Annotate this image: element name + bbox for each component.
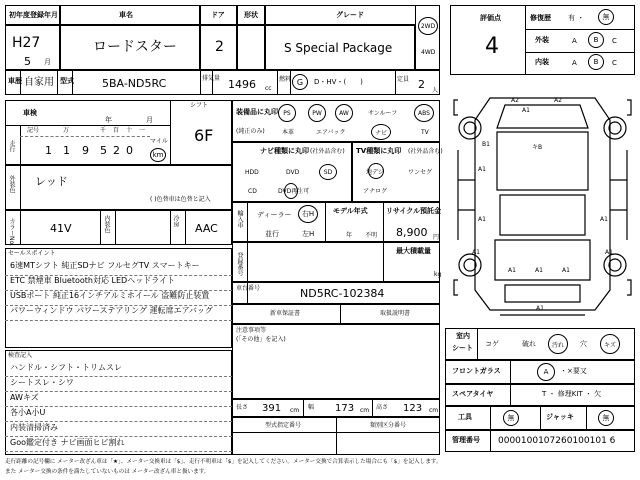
footer-line-2: また メーター交換の条件を満たしていないものは メーター改ざん車と扱います。 bbox=[5, 469, 210, 475]
drive-2wd: 2WD bbox=[420, 22, 436, 30]
fuel-options: D・HV・( ) bbox=[314, 78, 363, 86]
first-registration-label: 初年度登録年月 bbox=[9, 11, 58, 19]
body-type-cell bbox=[237, 25, 265, 70]
width-value: 173 bbox=[335, 403, 355, 414]
inspector-title: 検査記入 bbox=[8, 352, 33, 359]
model-year-label: モデル年式 bbox=[333, 207, 368, 215]
equip-leather: 本革 bbox=[282, 129, 295, 136]
sales-point-line: 6速MTシフト 純正SDナビ フルセグTV スマートキー bbox=[10, 261, 200, 270]
body-type-header bbox=[237, 5, 265, 25]
exterior-color-label: 外装色 bbox=[8, 175, 15, 193]
inspector-line: ハンドル・シフト・トリムスレ bbox=[10, 363, 122, 372]
car-name-header bbox=[60, 5, 200, 25]
diagram-label-5: A1 bbox=[478, 166, 486, 173]
diagram-label-3: B1 bbox=[482, 141, 490, 148]
import-left-h: 左H bbox=[302, 230, 315, 238]
car-name-value: ロードスター bbox=[93, 39, 177, 55]
tv-analog: アナログ bbox=[363, 188, 388, 195]
diagram-label-10: A1 bbox=[562, 267, 570, 274]
seat-kizu: キズ bbox=[604, 341, 616, 349]
registration-month: 5 bbox=[24, 55, 31, 68]
interior-grade-b-circle bbox=[588, 54, 604, 70]
diagram-label-12: A1 bbox=[605, 249, 613, 256]
grade-value: S Special Package bbox=[284, 41, 393, 55]
import-label: 輸入車 bbox=[236, 210, 243, 228]
import-dealer: ディーラー bbox=[257, 211, 292, 219]
first-registration-cell bbox=[5, 25, 60, 70]
ac-label: 冷房 bbox=[172, 215, 179, 227]
ps-circle bbox=[278, 104, 296, 122]
notes-title: 注意事項等 bbox=[236, 327, 267, 334]
door-label: ドア bbox=[211, 11, 225, 19]
equipment-subtitle: (純正のみ) bbox=[236, 128, 265, 135]
mileage-digit: 9 bbox=[82, 144, 89, 157]
label-kigo: 記号 bbox=[27, 127, 40, 134]
max-load-unit: kg bbox=[434, 271, 442, 278]
equip-aw: AW bbox=[339, 109, 349, 117]
interior-grade-c: C bbox=[612, 59, 617, 67]
height-value: 123 bbox=[403, 403, 423, 414]
body-type-label: 形状 bbox=[244, 11, 258, 19]
displacement-label: 排気量 bbox=[202, 75, 221, 82]
navi-dvd: DVD bbox=[286, 169, 300, 176]
km-unit: km bbox=[152, 151, 164, 159]
inspection-month: 月 bbox=[146, 116, 153, 124]
navi-dvd-play-circle bbox=[284, 183, 298, 199]
seat-yabure: 破れ bbox=[522, 340, 536, 348]
max-load-label: 最大積載量 bbox=[396, 247, 431, 255]
diagram-label-13: A1 bbox=[536, 305, 544, 312]
car-diagram-svg bbox=[450, 80, 635, 325]
inspector-line: 内装清掃済み bbox=[10, 423, 58, 432]
jack-circle bbox=[598, 410, 614, 426]
diagram-label-9: A1 bbox=[535, 267, 543, 274]
registration-label: 登録番号 bbox=[236, 252, 243, 276]
tv-digital: 地デジ bbox=[366, 169, 384, 176]
chassis-value: ND5RC-102384 bbox=[300, 287, 385, 300]
diagram-label-8: A1 bbox=[508, 267, 516, 274]
footer-line-1: 走行距離の記号欄に メーター改ざん車は「★」、メーター交換車は「$」、走行不明車は「$」を記入してください。メーター交換で合算表示した場合にも「$」を記入します。 bbox=[5, 459, 442, 465]
pw-circle bbox=[308, 104, 326, 122]
car-name-label: 車名 bbox=[119, 11, 133, 19]
navi-equip-circle bbox=[371, 124, 391, 140]
abs-circle bbox=[414, 104, 434, 122]
recycle-yen: 円 bbox=[433, 234, 440, 241]
front-glass-rest: ・×要又 bbox=[560, 367, 587, 375]
length-value: 391 bbox=[262, 403, 282, 414]
jack-value: 無 bbox=[602, 414, 610, 422]
diagram-label-2: A2 bbox=[554, 97, 562, 104]
repair-selected: 無 bbox=[602, 13, 610, 21]
era-year: H27 bbox=[12, 35, 41, 51]
tv-title-note: (社外品含む) bbox=[408, 148, 443, 155]
label-ichi: 一 bbox=[139, 127, 146, 134]
ac-value: AAC bbox=[195, 222, 218, 235]
label-juu: 十 bbox=[126, 127, 133, 134]
height-label: 高さ bbox=[376, 404, 389, 411]
fuel-selected: G bbox=[296, 77, 304, 87]
sales-point-line: USBポート 純正16インチアルミホイール 盗難防止装置 bbox=[10, 291, 210, 300]
grade-label: グレード bbox=[336, 11, 364, 19]
import-parallel: 並行 bbox=[265, 230, 279, 238]
repair-options: 有 ・ bbox=[568, 14, 585, 22]
interior-grade-label: 内装 bbox=[535, 58, 549, 66]
spare-options: T ・ 修理KIT ・ 欠 bbox=[542, 390, 602, 398]
class-label: 類別区分番号 bbox=[370, 422, 407, 429]
diagram-label-6: A1 bbox=[478, 216, 486, 223]
fuel-label: 燃料 bbox=[279, 76, 292, 83]
sales-point-line: パワーウィンドウ パワーステアリング 運転席エアバッグ bbox=[10, 306, 213, 315]
mileage-digit: 1 bbox=[63, 144, 70, 157]
door-header bbox=[200, 5, 237, 25]
recycle-value: 8,900 bbox=[396, 226, 428, 239]
capacity-unit: 人 bbox=[432, 87, 439, 94]
equip-navi: ナビ bbox=[374, 129, 387, 137]
equip-abs: ABS bbox=[418, 109, 430, 117]
sales-points-title: セールスポイント bbox=[8, 250, 56, 257]
mileage-digit: 1 bbox=[45, 144, 52, 157]
color-no-value: 41V bbox=[50, 222, 72, 235]
management-value: 0000100107260100101 6 bbox=[498, 436, 616, 446]
cc-unit: cc bbox=[265, 85, 272, 92]
tv-oneseg: ワンセグ bbox=[408, 169, 433, 176]
equip-ps: PS bbox=[283, 109, 291, 117]
exterior-color-value: レッド bbox=[35, 175, 68, 188]
mileage-digit: 5 bbox=[100, 144, 107, 157]
score-value: 4 bbox=[485, 34, 499, 59]
new-warranty: 新車保証書 bbox=[270, 310, 301, 317]
right-h-circle bbox=[298, 205, 318, 223]
tools-value: 無 bbox=[507, 414, 515, 422]
door-count: 2 bbox=[215, 39, 224, 55]
navi-title-note: (社外品含む) bbox=[310, 148, 345, 155]
interior-color-label: 内装色 bbox=[103, 215, 110, 233]
mileage-digit: 2 bbox=[113, 144, 120, 157]
seat-koge: コゲ bbox=[485, 340, 499, 348]
navi-hdd: HDD bbox=[245, 169, 259, 176]
inspector-line: Goo鑑定付き ナビ画面ヒビ割れ bbox=[10, 438, 125, 447]
drive-2wd-circle bbox=[418, 17, 438, 35]
exterior-grade-b: B bbox=[593, 36, 599, 44]
km-unit-circle bbox=[150, 148, 166, 162]
interior-seat-label-1: 室内 bbox=[456, 332, 470, 340]
month-unit: 月 bbox=[44, 58, 51, 66]
navi-sd: SD bbox=[323, 168, 333, 176]
diagram-label-1: A2 bbox=[511, 97, 519, 104]
front-glass-circle bbox=[537, 363, 555, 381]
shift-value: 6F bbox=[194, 126, 214, 145]
tools-label: 工具 bbox=[458, 413, 472, 421]
inspector-line: 各小A小U bbox=[10, 408, 46, 417]
management-label: 管理番号 bbox=[452, 436, 480, 444]
use-value: 自家用 bbox=[24, 77, 54, 88]
repair-label: 修復歴 bbox=[530, 14, 551, 22]
drive-cell bbox=[415, 5, 440, 70]
width-cm: cm bbox=[360, 407, 370, 414]
equip-tv: TV bbox=[421, 129, 429, 136]
exterior-grade-label: 外装 bbox=[535, 36, 549, 44]
height-cm: cm bbox=[429, 407, 439, 414]
door-cell bbox=[200, 25, 237, 70]
interior-seat-label-2: シート bbox=[452, 344, 473, 352]
label-shift: シフト bbox=[190, 102, 209, 109]
drive-4wd: 4WD bbox=[421, 49, 436, 56]
first-registration-header bbox=[5, 5, 60, 25]
inspection-year: 年 bbox=[105, 116, 112, 124]
model-value: 5BA-ND5RC bbox=[102, 77, 167, 90]
equipment-title: 装備品に丸印 bbox=[236, 108, 278, 116]
interior-grade-a: A bbox=[572, 59, 577, 67]
mileage-digit: 0 bbox=[126, 144, 133, 157]
equip-sunroof: サンルーフ bbox=[368, 110, 398, 117]
sales-point-line: ETC 禁煙車 Bluetooth対応 LEDヘッドライト bbox=[10, 276, 175, 285]
model-label: 型式 bbox=[60, 77, 74, 85]
equip-airbag: エアバック bbox=[316, 129, 346, 136]
model-year-year: 年 bbox=[346, 232, 353, 239]
interior-grade-b: B bbox=[593, 58, 599, 66]
aw-circle bbox=[335, 104, 353, 122]
import-right-h: 右H bbox=[301, 210, 315, 218]
exterior-grade-c: C bbox=[612, 37, 617, 45]
jack-label: ジャッキ bbox=[546, 413, 574, 421]
seat-yogore-circle bbox=[548, 334, 568, 354]
navi-sd-circle bbox=[319, 164, 337, 180]
repair-selected-circle bbox=[598, 9, 614, 25]
tv-fullseg bbox=[366, 170, 390, 176]
capacity-label: 定員 bbox=[397, 76, 410, 83]
navi-title: ナビ種類に丸印 bbox=[260, 147, 309, 155]
color-no-label: カラーNo. bbox=[8, 218, 15, 246]
navi-dvd-play: DVD再生可 bbox=[278, 188, 310, 195]
tv-title: TV種類に丸印 bbox=[356, 147, 402, 155]
diagram-label-11: A1 bbox=[472, 249, 480, 256]
diagram-label-7: A1 bbox=[600, 216, 608, 223]
label-man: 万 bbox=[63, 127, 70, 134]
spare-label: スペアタイヤ bbox=[452, 390, 494, 398]
equip-pw: PW bbox=[312, 109, 322, 117]
run-label: 走行 bbox=[8, 140, 15, 152]
tools-circle bbox=[503, 410, 519, 426]
seat-yogore: 汚れ bbox=[551, 341, 564, 349]
label-hyaku: 百 bbox=[113, 127, 120, 134]
length-cm: cm bbox=[290, 407, 300, 414]
grade-header bbox=[265, 5, 440, 25]
front-glass-label: フロントガラス bbox=[452, 367, 501, 375]
width-label: 幅 bbox=[308, 404, 315, 411]
label-mile: マイル bbox=[150, 138, 168, 145]
chassis-label: 車台番号 bbox=[236, 285, 261, 292]
type-spec-label: 型式指定番号 bbox=[265, 422, 302, 429]
manual-label: 取扱説明書 bbox=[380, 310, 411, 317]
model-year-unknown: 不明 bbox=[365, 232, 378, 239]
notes-subtitle: (「その他」を記入) bbox=[236, 336, 286, 343]
inspector-line: AWキズ bbox=[10, 393, 39, 402]
inspector-line: シートスレ・シワ bbox=[10, 378, 74, 387]
diagram-label-4: A1 bbox=[522, 107, 530, 114]
exterior-grade-a: A bbox=[572, 37, 577, 45]
seat-kizu-circle bbox=[600, 334, 620, 354]
displacement-value: 1496 bbox=[228, 78, 256, 91]
car-name-cell bbox=[60, 25, 200, 70]
car-diagram bbox=[450, 80, 635, 325]
score-label: 評価点 bbox=[480, 14, 501, 22]
history-label: 車歴 bbox=[8, 77, 22, 85]
capacity-value: 2 bbox=[418, 78, 425, 91]
label-sen: 千 bbox=[100, 127, 107, 134]
inspection-label: 車検 bbox=[23, 109, 37, 117]
color-change-note: ( )色替車は色替と記入 bbox=[150, 196, 211, 203]
front-glass-selected: A bbox=[543, 368, 549, 376]
exterior-grade-b-circle bbox=[588, 32, 604, 48]
diagram-label-14: キB bbox=[532, 144, 543, 151]
seat-ana: 穴 bbox=[580, 340, 587, 348]
grade-cell bbox=[265, 25, 415, 70]
length-label: 長さ bbox=[236, 404, 249, 411]
recycle-label: リサイクル預託金 bbox=[386, 207, 442, 215]
navi-cd: CD bbox=[248, 188, 257, 195]
fuel-selected-circle bbox=[292, 74, 308, 90]
